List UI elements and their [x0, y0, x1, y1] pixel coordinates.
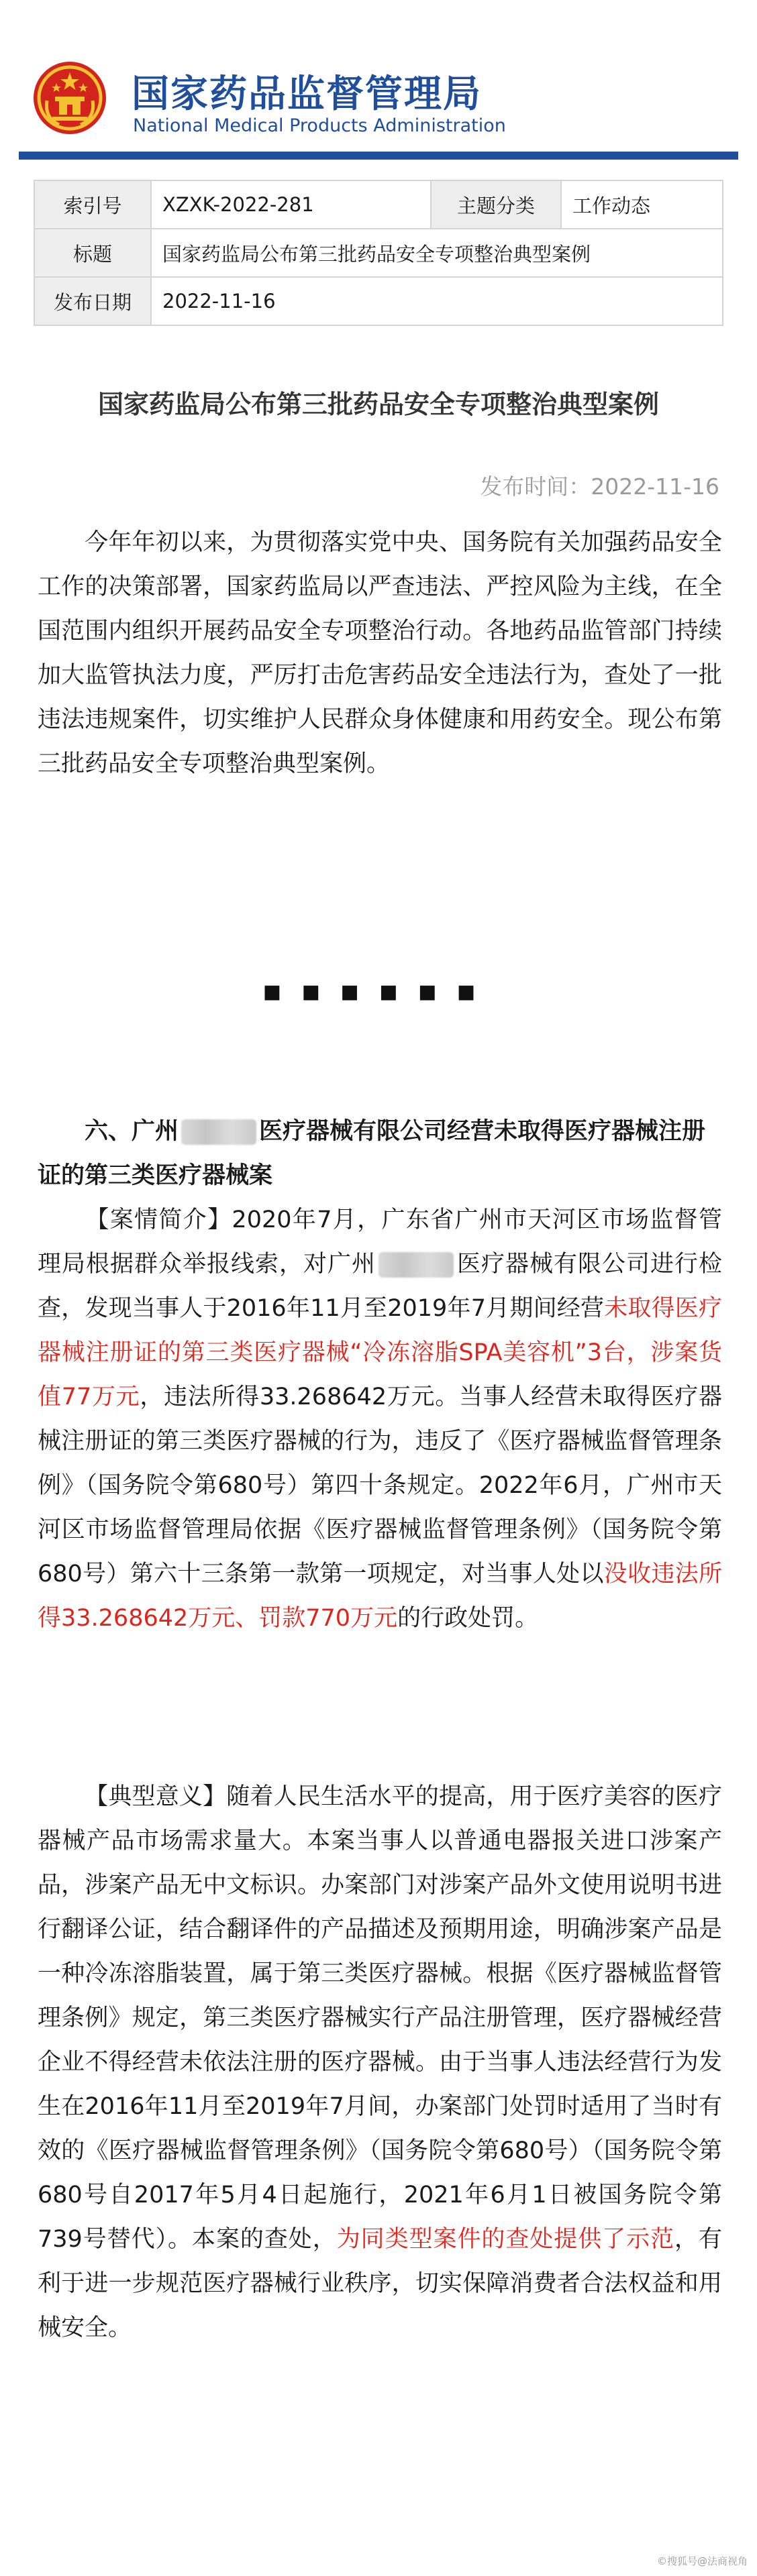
- meta-row: [34, 180, 723, 229]
- highlight-text: 为同类型案件的查处提供了示范: [336, 2226, 675, 2253]
- meta-row: [34, 277, 723, 325]
- case-heading-suffix: 医疗器械有限公司经营未取得医疗器械注册证的第三类医疗器械案: [38, 1118, 706, 1189]
- document-meta-table: [34, 180, 723, 326]
- title-label: 标题: [34, 229, 151, 277]
- site-header: [0, 0, 757, 156]
- highlight-text: 未取得医疗器械注册证的第三类医疗器械“冷冻溶脂SPA美容机”3台，涉案货值77万元: [38, 1295, 722, 1410]
- intro-text: 今年年初以来，为贯彻落实党中央、国务院有关加强药品安全工作的决策部署，国家药监局以严查违法、严控风险为主线，在全国范围内组织开展药品安全专项整治行动。各地药品监管部门持续加大监管执法力度，严厉打击危害药品安全违法行为，查处了一批违法违规案件，切实维护人民群众身体健康和用药安全。现公布第三批药品安全专项整治典型案例。: [38, 529, 722, 777]
- meta-row: [34, 229, 723, 277]
- significance-text: 【典型意义】随着人民生活水平的提高，用于医疗美容的医疗器械产品市场需求量大。本案当事人以普通电器报关进口涉案产品，涉案产品无中文标识。办案部门对涉案产品外文使用说明书进行翻译公证，结合翻译件的产品描述及预期用途，明确涉案产品是一种冷冻溶脂装置，属于第三类医疗器械。根据《医疗器械监督管理条例》规定，第三类医疗器械实行产品注册管理，医疗器械经营企业不得经营未依法注册的医疗器械。由于当事人违法经营行为发生在2016年11月至2019年7月间，办案部门处罚时适用了当时有效的《医疗器械监督管理条例》（国务院令第680号）（国务院令第680号自2017年5月4日起施行，2021年6月1日被国务院令第739号替代）。本案的查处，: [38, 1783, 722, 2253]
- category-label: 主题分类: [431, 180, 561, 229]
- redacted-name: [181, 1119, 256, 1145]
- case-brief-text: 医疗器械有限公司进行检查，发现当事人于2016年11月至2019年7月期间经营: [38, 1251, 722, 1322]
- date-label: 发布日期: [34, 277, 151, 325]
- highlight-text: 没收违法所得33.268642万元、罚款770万元: [38, 1561, 722, 1632]
- date-value: 2022-11-16: [151, 277, 723, 325]
- watermark: ©搜狐号@法商视角: [656, 2555, 748, 2567]
- index-value: XZXK-2022-281: [151, 180, 431, 229]
- case-brief-text: 的行政处罚。: [397, 1605, 539, 1632]
- case-heading-prefix: 六、广州: [85, 1118, 179, 1145]
- case-significance-paragraph: [38, 1775, 722, 2350]
- case-brief-text: ，违法所得33.268642万元。当事人经营未取得医疗器械注册证的第三类医疗器械的行为，违反了《医疗器械监督管理条例》（国务院令第680号）第四十条规定。2022年6月，广州市天河区市场监督管理局依据《医疗器械监督管理条例》（国务院令第680号）第六十三条第一款第一项规定，对当事人处以: [38, 1384, 722, 1587]
- intro-paragraph: [38, 520, 722, 786]
- section-separator: ▪▪▪▪▪▪: [262, 974, 495, 1008]
- header-divider: [19, 152, 738, 160]
- org-name-cn: 国家药品监督管理局: [132, 72, 482, 116]
- case-brief-paragraph: [38, 1198, 722, 1640]
- case-brief-text: 【案情简介】2020年7月，广东省广州市天河区市场监督管理局根据群众举报线索，对广州: [38, 1207, 722, 1278]
- category-value: 工作动态: [561, 180, 723, 229]
- significance-text: ，有利于进一步规范医疗器械行业秩序，切实保障消费者合法权益和用械安全。: [38, 2226, 722, 2341]
- title-value: 国家药监局公布第三批药品安全专项整治典型案例: [151, 229, 723, 277]
- publish-time: 发布时间：2022-11-16: [480, 473, 719, 500]
- redacted-name: [378, 1252, 454, 1278]
- case-heading: [38, 1109, 722, 1198]
- article-title: 国家药监局公布第三批药品安全专项整治典型案例: [97, 390, 659, 419]
- index-label: 索引号: [34, 180, 151, 229]
- org-name-en: National Medical Products Administration: [133, 115, 506, 136]
- national-emblem-icon: [32, 60, 107, 135]
